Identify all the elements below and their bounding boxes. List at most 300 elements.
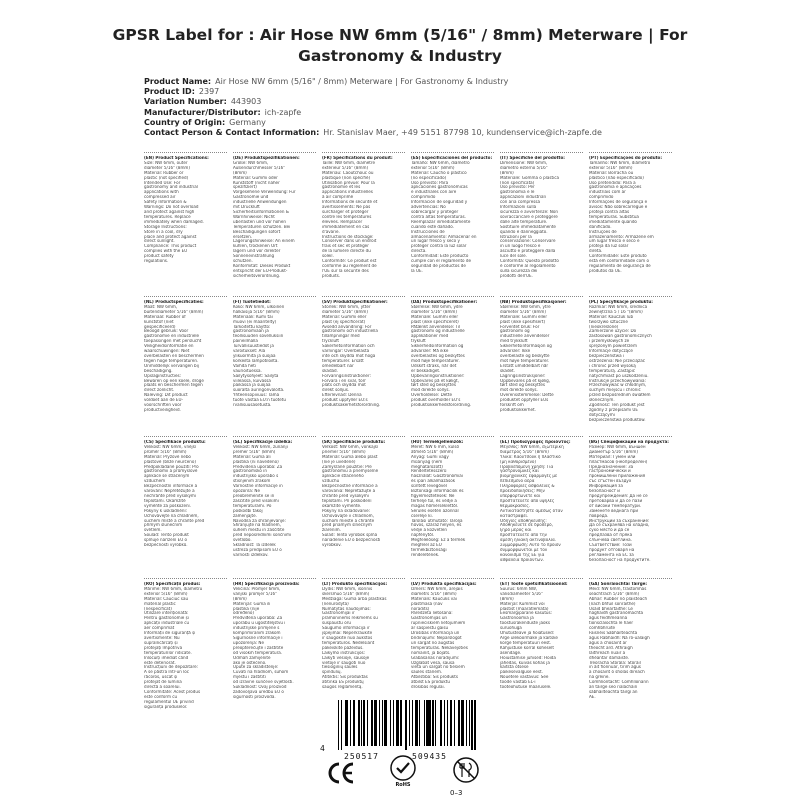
spec-line: priemer 5/16" (8mm): [322, 449, 366, 454]
barcode-bar: [367, 700, 368, 746]
barcode-lead-digit: 4: [320, 744, 325, 753]
spec-column: [500, 436, 583, 563]
spec-line: aer comprimat: [144, 626, 175, 631]
spec-line: temperaturami. Po: [233, 503, 272, 508]
spec-heading: (NL) Productspecificaties:: [144, 300, 204, 304]
spec-column: [589, 152, 672, 279]
spec-line: paikassa ja suojaa: [233, 383, 271, 388]
spec-line: varningar: Överbelasta: [322, 349, 370, 354]
page-title-line-1: GPSR Label for : Air Hose NW 6mm (5/16" / 8mm) Meterware | For: [112, 26, 688, 44]
spec-line: Pokyny k uskladnění:: [144, 508, 188, 513]
spec-line: AE.: [589, 694, 596, 699]
info-label: Variation Number:: [144, 97, 227, 107]
spec-line: temperatures. Replace: [144, 214, 191, 219]
spec-line: zaščitite pred visokimi: [233, 498, 279, 503]
spec-line: conforme au règlement de: [322, 263, 377, 268]
spec-line: frais et sec et protéger: [322, 244, 369, 249]
spec-line: plats och skydda mot: [322, 383, 366, 388]
spec-line: splňuje nařízení EU o: [144, 538, 188, 543]
spec-line: Vaihda heti: [233, 363, 256, 368]
spec-line: претоварва и да се пази: [589, 498, 643, 503]
spec-line: suspaustu oru: [322, 621, 351, 626]
spec-line: seguridad de productos de: [411, 263, 466, 268]
spec-line: Sikkerhetsinformasjon og: [500, 344, 552, 349]
spec-line: Uso previsto: Para: [411, 180, 449, 185]
spec-line: Rozmiar: NW 6mm, średnica: [589, 304, 648, 309]
spec-line: aplikace se stlačeným: [144, 474, 190, 479]
spec-line: Medžiaga: Guma arba plastikas: [322, 596, 387, 601]
spec-line: sovraccaricare e proteggere: [500, 214, 558, 219]
spec-heading: (GA) Sonraíochtaí Táirge:: [589, 582, 648, 586]
spec-line: kunststof (niet: [144, 319, 174, 324]
spec-line: Gastronomie und: [233, 195, 269, 200]
spec-line: Μέγεθος: NW 6mm, εξωτερική: [500, 444, 564, 449]
spec-line: Material: Guma ali: [233, 454, 271, 459]
spec-line: aplikácie stlačeného: [322, 474, 364, 479]
spec-line: Skladnost: Ta izdelek: [233, 543, 276, 548]
spec-line: place and protect against: [144, 234, 197, 239]
spec-line: ylikuormita ja suojaa: [233, 353, 276, 358]
spec-line: Uchovávejte na chladném,: [144, 513, 199, 518]
spec-line: Izmērs: NW 6mm, ārējais: [411, 586, 463, 591]
spec-line: Materiale: Gummi eller: [500, 314, 548, 319]
spec-column: [322, 296, 405, 423]
spec-line: gastronomia e aplicações: [589, 185, 642, 190]
spec-line: Predvidena uporaba: Za: [233, 464, 283, 469]
spec-line: sulla sicurezza dei: [500, 268, 538, 273]
spec-line: Veiligheidsinformatie en: [144, 344, 194, 349]
spec-line: (non specificata): [500, 180, 535, 185]
spec-line: диаметър 5/16" (8mm): [589, 449, 638, 454]
spec-heading: (HU) Termékjellemzők:: [411, 440, 464, 444]
spec-line: theocht ard. Athraigh: [589, 645, 633, 650]
spec-line: schützen.: [233, 259, 253, 264]
spec-line: Instrucțiuni de depozitare:: [144, 665, 198, 670]
spec-line: Forventet bruk: For: [500, 324, 540, 329]
barcode-bar: [386, 700, 387, 746]
spec-line: suchém místě a chraňte před: [144, 518, 205, 523]
spec-line: este deteriorat.: [144, 660, 176, 665]
spec-line: Storage Instructions:: [144, 224, 187, 229]
spec-line: láithreach nuair a: [589, 650, 626, 655]
spec-line: Størrelse: NW 6mm, ydre: [411, 304, 463, 309]
spec-line: produkt overholder EU's: [411, 398, 461, 403]
spec-row: [144, 152, 672, 279]
spec-line: zgodny z przepisami UE: [589, 407, 638, 412]
spec-line: sobrecargar y proteger: [411, 209, 459, 214]
spec-line: Utilizare intenționată:: [144, 611, 189, 616]
spec-line: diameter 5/16" (8mm): [144, 165, 191, 170]
spec-line: armazenamento: Armazene em: [589, 234, 654, 239]
spec-line: agus Rabhaidh: Ná ró-ualaigh: [589, 635, 650, 640]
spec-line: compressed air: [144, 195, 176, 200]
spec-line: регламента на ЕС за: [589, 552, 634, 557]
spec-line: vietā un sargāt no tiešiem: [411, 665, 465, 670]
spec-line: Odmah zamijenite: [233, 655, 271, 660]
spec-line: pred neposrednimi sončnimi: [233, 533, 292, 538]
page-title: [0, 25, 800, 67]
spec-line: päikesevalguse eest.: [500, 670, 543, 675]
spec-line: pred priamym slnečným: [322, 523, 372, 528]
spec-line: пластмасов (неопределен): [589, 459, 648, 464]
spec-line: ustreza predpisom EU o: [233, 547, 282, 552]
spec-line: gastronomi og: [500, 329, 530, 334]
spec-line: Materiale: Gomma o plastica: [500, 175, 559, 180]
spec-line: sprężonym powietrzem: [589, 344, 637, 349]
spec-line: Uchovávajte v chladnom,: [322, 513, 374, 518]
spec-line: ostrzeżenia: Nie przeciążać: [589, 358, 645, 363]
barcode-bar: [469, 700, 470, 746]
spec-line: tionsclaíochta le haer: [589, 621, 634, 626]
spec-line: material plastic: [144, 601, 176, 606]
spec-line: Säkerhetsinformation och: [322, 344, 375, 349]
spec-column: [144, 578, 227, 710]
spec-line: teplotami. Okamžitě: [144, 498, 186, 503]
spec-line: Materiał: Kauczuk lub: [589, 314, 634, 319]
spec-line: complies with the EU: [144, 249, 188, 254]
spec-line: Przechowywać w chłodnym,: [589, 383, 647, 388]
spec-line: overbelastes og beskyttes: [411, 353, 465, 358]
barcode-bar: [429, 700, 430, 746]
barcode-bar: [447, 700, 448, 746]
barcode-bar: [382, 700, 383, 746]
spec-line: atbilst ES produktu: [411, 680, 450, 685]
spec-line: Intended Use: For: [144, 180, 181, 185]
spec-line: poškodbi takoj: [233, 508, 263, 513]
age-warning-label: 0–3: [450, 789, 463, 797]
spec-line: Информация за: [589, 484, 623, 489]
spec-line: Úsáid bheartaithe: Le: [589, 606, 633, 611]
spec-line: Store in a cool, dry: [144, 229, 183, 234]
spec-line: plastist (määratlemata): [500, 606, 549, 611]
spec-line: Upute za skladištenje:: [233, 665, 279, 670]
spec-line: directa.: [411, 249, 427, 254]
spec-line: rvallisuusasetusta.: [233, 403, 272, 408]
spec-line: κανονισμό της ΕΕ για: [500, 552, 545, 557]
info-row: [144, 97, 602, 107]
spec-line: preobremenite se in: [233, 493, 275, 498]
spec-line: haghaidh gastranómachta: [589, 611, 644, 616]
barcode-bar: [466, 700, 467, 746]
spec-row: [144, 578, 672, 710]
ean-barcode: [318, 700, 482, 762]
spec-line: exterior 5/16" (8mm): [144, 591, 188, 596]
spec-line: er beskadiget.: [411, 368, 441, 373]
spec-line: toode vastab EL-i: [500, 680, 536, 685]
spec-line: Hoiustamise juhised: Hoida: [500, 655, 556, 660]
spec-line: a chosaint ó sholas díreach: [589, 670, 645, 675]
spec-line: Uso pretendido: Para a: [589, 180, 636, 185]
spec-line: skadet.: [500, 368, 515, 373]
barcode-bar: [347, 700, 348, 746]
barcode-bar: [376, 700, 377, 746]
spec-line: безопасност и: [589, 489, 620, 494]
spec-line: gastronomiaan ja: [233, 329, 269, 334]
spec-line: nomainīt, ja bojāts.: [411, 650, 451, 655]
spec-line: Opbevaringsinstruktioner:: [411, 373, 465, 378]
spec-line: de la lumière directe du: [322, 249, 371, 254]
spec-line: ασφάλεια προϊόντων.: [500, 557, 544, 562]
spec-line: (8mm): [233, 170, 247, 175]
spec-line: Informations de sécurité et: [322, 200, 378, 205]
spec-line: βιομηχανικές εφαρμογές με: [500, 474, 558, 479]
spec-line: halkaisija 5/16" (8mm): [233, 309, 280, 314]
spec-line: svetlobo.: [233, 538, 252, 543]
barcode-bar: [474, 700, 475, 750]
spec-line: Laikyti vėsioje, sausoje: [322, 655, 370, 660]
spec-line: Naleving: Dit product: [144, 393, 188, 398]
barcode-bar: [400, 700, 401, 746]
spec-line: hűvös, száraz helyen, és: [411, 523, 462, 528]
spec-line: advertencias: No: [411, 205, 446, 210]
spec-line: voldoet aan de EU-: [144, 398, 183, 403]
spec-line: meghatározott): [411, 464, 443, 469]
spec-heading: (LV) Produkta specifikācijas:: [411, 582, 477, 586]
spec-line: Comhlíontacht: Comhlíonann: [589, 680, 649, 685]
spec-line: asciutto e proteggere dalla: [500, 249, 556, 254]
spec-line: mod høje temperaturer.: [411, 358, 460, 363]
spec-line: Dimensione: NW 6mm,: [500, 160, 548, 165]
spec-line: Материал: Гумен или: [589, 454, 636, 459]
spec-line: luce del sole.: [500, 254, 527, 259]
spec-column: [322, 152, 405, 279]
spec-line: Biztonsági információk és: [411, 489, 464, 494]
spec-line: premer 5/16" (8mm): [233, 449, 276, 454]
spec-line: varoitukset: Älä: [233, 349, 266, 354]
spec-line: (nespecificat): [144, 606, 172, 611]
spec-line: προστατεύετε από την: [500, 533, 547, 538]
spec-line: διάμετρος 5/16" (8mm): [500, 449, 549, 454]
spec-line: stisnjenim zrakom: [233, 479, 271, 484]
spec-line: jahedas, kuivas kohas ja: [500, 660, 550, 665]
spec-line: plaats en beschermen tegen: [144, 383, 203, 388]
spec-line: conservazione: Conservare: [500, 239, 556, 244]
spec-line: ako je oštećeno.: [233, 660, 267, 665]
spec-heading: (EN) Product Specifications:: [144, 156, 209, 160]
barcode-bar: [432, 700, 433, 746]
spec-line: (8mm): [500, 170, 514, 175]
spec-line: dalle alte temperature.: [500, 219, 548, 224]
spec-line: temperatūros. Nedelsiant: [322, 640, 375, 645]
spec-line: Инструкции за съхранение:: [589, 518, 650, 523]
spec-line: kõrge temperatuuri eest.: [500, 640, 552, 645]
spec-line: Størrelse: NW 6mm, ytre: [500, 304, 551, 309]
barcode-bar: [341, 700, 342, 750]
spec-line: varnosti izdelkov.: [233, 552, 269, 557]
spec-line: Kahjustuse korral koheselt: [500, 645, 554, 650]
spec-line: įspėjimai: Neperkraukite: [322, 631, 373, 636]
info-label: Product ID:: [144, 87, 195, 97]
spec-line: exterior 5/16" (8mm): [411, 165, 455, 170]
spec-line: contra altas temperaturas.: [411, 214, 466, 219]
spec-line: Velikost: NW 6mm, zunanji: [233, 444, 288, 449]
info-value: 443903: [230, 97, 262, 107]
spec-line: Instrucciones de: [411, 229, 445, 234]
spec-line: con aria compressa: [500, 200, 541, 205]
spec-line: proteger contra la luz solar: [411, 244, 467, 249]
spec-line: directă a soarelui.: [144, 685, 181, 690]
spec-line: teplotami. Pri poškodení: [322, 498, 372, 503]
spec-line: Material: Borracha ou: [589, 170, 634, 175]
spec-line: plastové (blíže neurčeno): [144, 459, 196, 464]
spec-line: immediately when damaged.: [144, 219, 204, 224]
spec-line: produktsikkerhedsforordning.: [411, 403, 472, 408]
spec-heading: (ES) Especificaciones del producto:: [411, 156, 493, 160]
spec-line: Turvallisuustiedot ja: [233, 344, 274, 349]
spec-line: Materiāls: Kaučuks vai: [411, 596, 457, 601]
spec-line: Mărime: NW 6mm, diametru: [144, 586, 203, 591]
spec-line: Ärge ülekoormake ja kaitske: [500, 635, 558, 640]
barcode-bar: [451, 700, 452, 746]
spec-heading: (DA) Produktspecifikationer:: [411, 300, 478, 304]
spec-line: Размер: NW 6mm, външен: [589, 444, 646, 449]
spec-line: spezifiziert): [233, 185, 257, 190]
info-value: 2397: [198, 87, 220, 97]
page-title-line-2: Gastronomy & Industry: [298, 47, 502, 65]
spec-line: spindulių.: [322, 670, 342, 675]
spec-line: Maat: NW 6mm,: [144, 304, 178, 309]
spec-line: comprimido: [411, 195, 436, 200]
spec-line: Suurus: 6mm NW,: [500, 586, 538, 591]
spec-line: gastronomie en industriële: [144, 334, 200, 339]
spec-line: suoralta auringonvalolta.: [233, 388, 285, 393]
spec-line: žiarením.: [322, 528, 341, 533]
spec-line: със сгъстен въздух: [589, 479, 632, 484]
spec-line: in áit fionnuar, tirim agus: [589, 665, 641, 670]
spec-line: cumple con el reglamento de: [411, 259, 471, 264]
spec-line: tegen hoge temperaturen.: [144, 358, 199, 363]
spec-line: Udskift straks, når det: [411, 363, 457, 368]
spec-line: Numatytas naudojimas:: [322, 606, 371, 611]
spec-line: teollisuuden sovelluksiin: [233, 334, 284, 339]
spec-line: предпазва от пряка: [589, 533, 633, 538]
spec-line: rendeletének.: [411, 552, 440, 557]
spec-line: Bewaren op een koele, droge: [144, 378, 204, 383]
spec-line: Kunststoff (nicht näher: [233, 180, 280, 185]
spec-line: diametrs 5/16" (8mm): [411, 591, 457, 596]
spec-line: regulamentul UE privind: [144, 699, 194, 704]
spec-line: сухо място и да се: [589, 528, 630, 533]
spec-line: слънчева светлина.: [589, 538, 632, 543]
spec-line: (8mm): [500, 596, 514, 601]
spec-line: overbelasten en beschermen: [144, 353, 204, 358]
spec-line: продукт отговаря на: [589, 547, 635, 552]
spec-line: prodotti dell'UE.: [500, 273, 533, 278]
spec-line: světlem.: [144, 528, 162, 533]
spec-line: Sukladnost: Ovaj proizvod: [233, 685, 287, 690]
spec-line: beschadiging.: [144, 368, 173, 373]
spec-line: Sostituire immediatamente: [500, 224, 556, 229]
spec-line: Warnings: Do not overload: [144, 205, 199, 210]
spec-line: Overensstemmelse: Dette: [500, 393, 554, 398]
spec-line: direta.: [589, 249, 603, 254]
spec-heading: (SL) Specifikacije izdelka:: [233, 440, 293, 444]
spec-line: un lugar fresco y seco y: [411, 239, 460, 244]
spec-line: Ohutusteave ja hoiatused:: [500, 631, 555, 636]
spec-line: Avsedd användning: För: [322, 324, 372, 329]
barcode-bar: [364, 700, 365, 746]
rohs-compliant-icon: [388, 754, 418, 790]
spec-line: varování: Nepřetěžujte a: [144, 489, 195, 494]
spec-line: Rendeltetésszerű: [411, 469, 447, 474]
spec-line: Veľkosť: NW 6mm, vonkajší: [322, 444, 379, 449]
spec-line: voorschriften voor: [144, 403, 182, 408]
spec-line: védje a közvetlen: [411, 528, 447, 533]
spec-line: használat: Gasztronómiai: [411, 474, 463, 479]
spec-line: applicazioni industriali: [500, 195, 546, 200]
spec-heading: (SV) Produktspecifikationer:: [322, 300, 388, 304]
spec-line: vyměňte za poškození.: [144, 503, 191, 508]
spec-column: [589, 578, 672, 710]
spec-line: Efterlevnad: Denna: [322, 393, 362, 398]
spec-line: mod direkte sollys.: [411, 388, 450, 393]
spec-line: Bezpečnostné informácie a: [322, 484, 378, 489]
spec-line: forskrift om: [500, 403, 524, 408]
spec-line: Conformidad: Este producto: [411, 254, 469, 259]
spec-column: [411, 296, 494, 423]
spec-line: nariadenie EÚ o bezpečnosti: [322, 538, 381, 543]
spec-line: Tarkoitettu käyttö:: [233, 324, 271, 329]
spec-line: skadad.: [322, 368, 338, 373]
spec-line: Faisnéis Sábháilteachta: [589, 631, 638, 636]
spec-line: upozorenja: Ne: [233, 640, 264, 645]
spec-line: Anyag: Gumi vagy: [411, 454, 449, 459]
barcode-bars: [338, 700, 478, 750]
spec-line: waarschuwingen: Niet: [144, 349, 190, 354]
spec-line: norādīts): [411, 606, 430, 611]
spec-line: Conformité: Ce produit est: [322, 259, 377, 264]
spec-line: Instrukcje przechowywania:: [589, 378, 646, 383]
spec-line: Taille: NW 6mm, diamètre: [322, 160, 376, 165]
spec-line: regulations.: [144, 259, 169, 264]
ce-mark-icon: [326, 760, 356, 786]
spec-line: lagern und vor direkter: [233, 249, 281, 254]
spec-line: bezpečnosti výrobků.: [144, 543, 188, 548]
info-value: Air Hose NW 6mm (5/16" / 8mm) Meterware | For Gastronomy & Industry: [215, 77, 509, 86]
spec-line: Méid: NW 6mm, trastomhas: [589, 586, 647, 591]
spec-line: от високи температури.: [589, 503, 642, 508]
spec-line: and protect against high: [144, 209, 195, 214]
spec-line: mjestu i zaštititi: [233, 675, 266, 680]
spec-line: Opbevares på et køligt,: [411, 378, 459, 383]
spec-column: [500, 296, 583, 423]
spec-line: (no especificado): [411, 175, 447, 180]
spec-line: tørt sted og beskyttes: [411, 383, 457, 388]
spec-line: industriais com ar: [589, 190, 626, 195]
spec-line: industrijske primjene s: [233, 626, 280, 631]
spec-line: suchym miejscu i chronić: [589, 388, 641, 393]
spec-line: Overholdelse: Dette: [411, 393, 452, 398]
spec-line: Größe: NW 6mm,: [233, 160, 269, 165]
spec-line: e industriales con aire: [411, 190, 457, 195]
spec-line: direct sunlight.: [144, 239, 175, 244]
spec-line: suchom mieste a chráňte: [322, 518, 375, 523]
spec-line: Materiál: Pryžové nebo: [144, 454, 191, 459]
spec-line: plast (ikke specificeret): [411, 319, 459, 324]
spec-line: plastmasa (nav: [411, 601, 443, 606]
spec-line: Materiaal: Rubber of: [144, 314, 186, 319]
spec-heading: (ET) Toote spetsifikatsioonid:: [500, 582, 568, 586]
spec-line: Заменете веднага при: [589, 508, 638, 513]
spec-line: átmérő 5/16" (8mm): [411, 449, 454, 454]
spec-line: sűrített levegővel: [411, 484, 447, 489]
barcode-bar: [424, 700, 425, 746]
spec-line: korkeilta lämpötiloilta.: [233, 358, 279, 363]
spec-line: saugos reglamentą.: [322, 685, 363, 690]
spec-heading: (NB) Produktspesifikasjoner:: [500, 300, 567, 304]
spec-line: supraîncărcați și: [144, 640, 178, 645]
spec-line: Erstatt umiddelbart når: [500, 363, 549, 368]
